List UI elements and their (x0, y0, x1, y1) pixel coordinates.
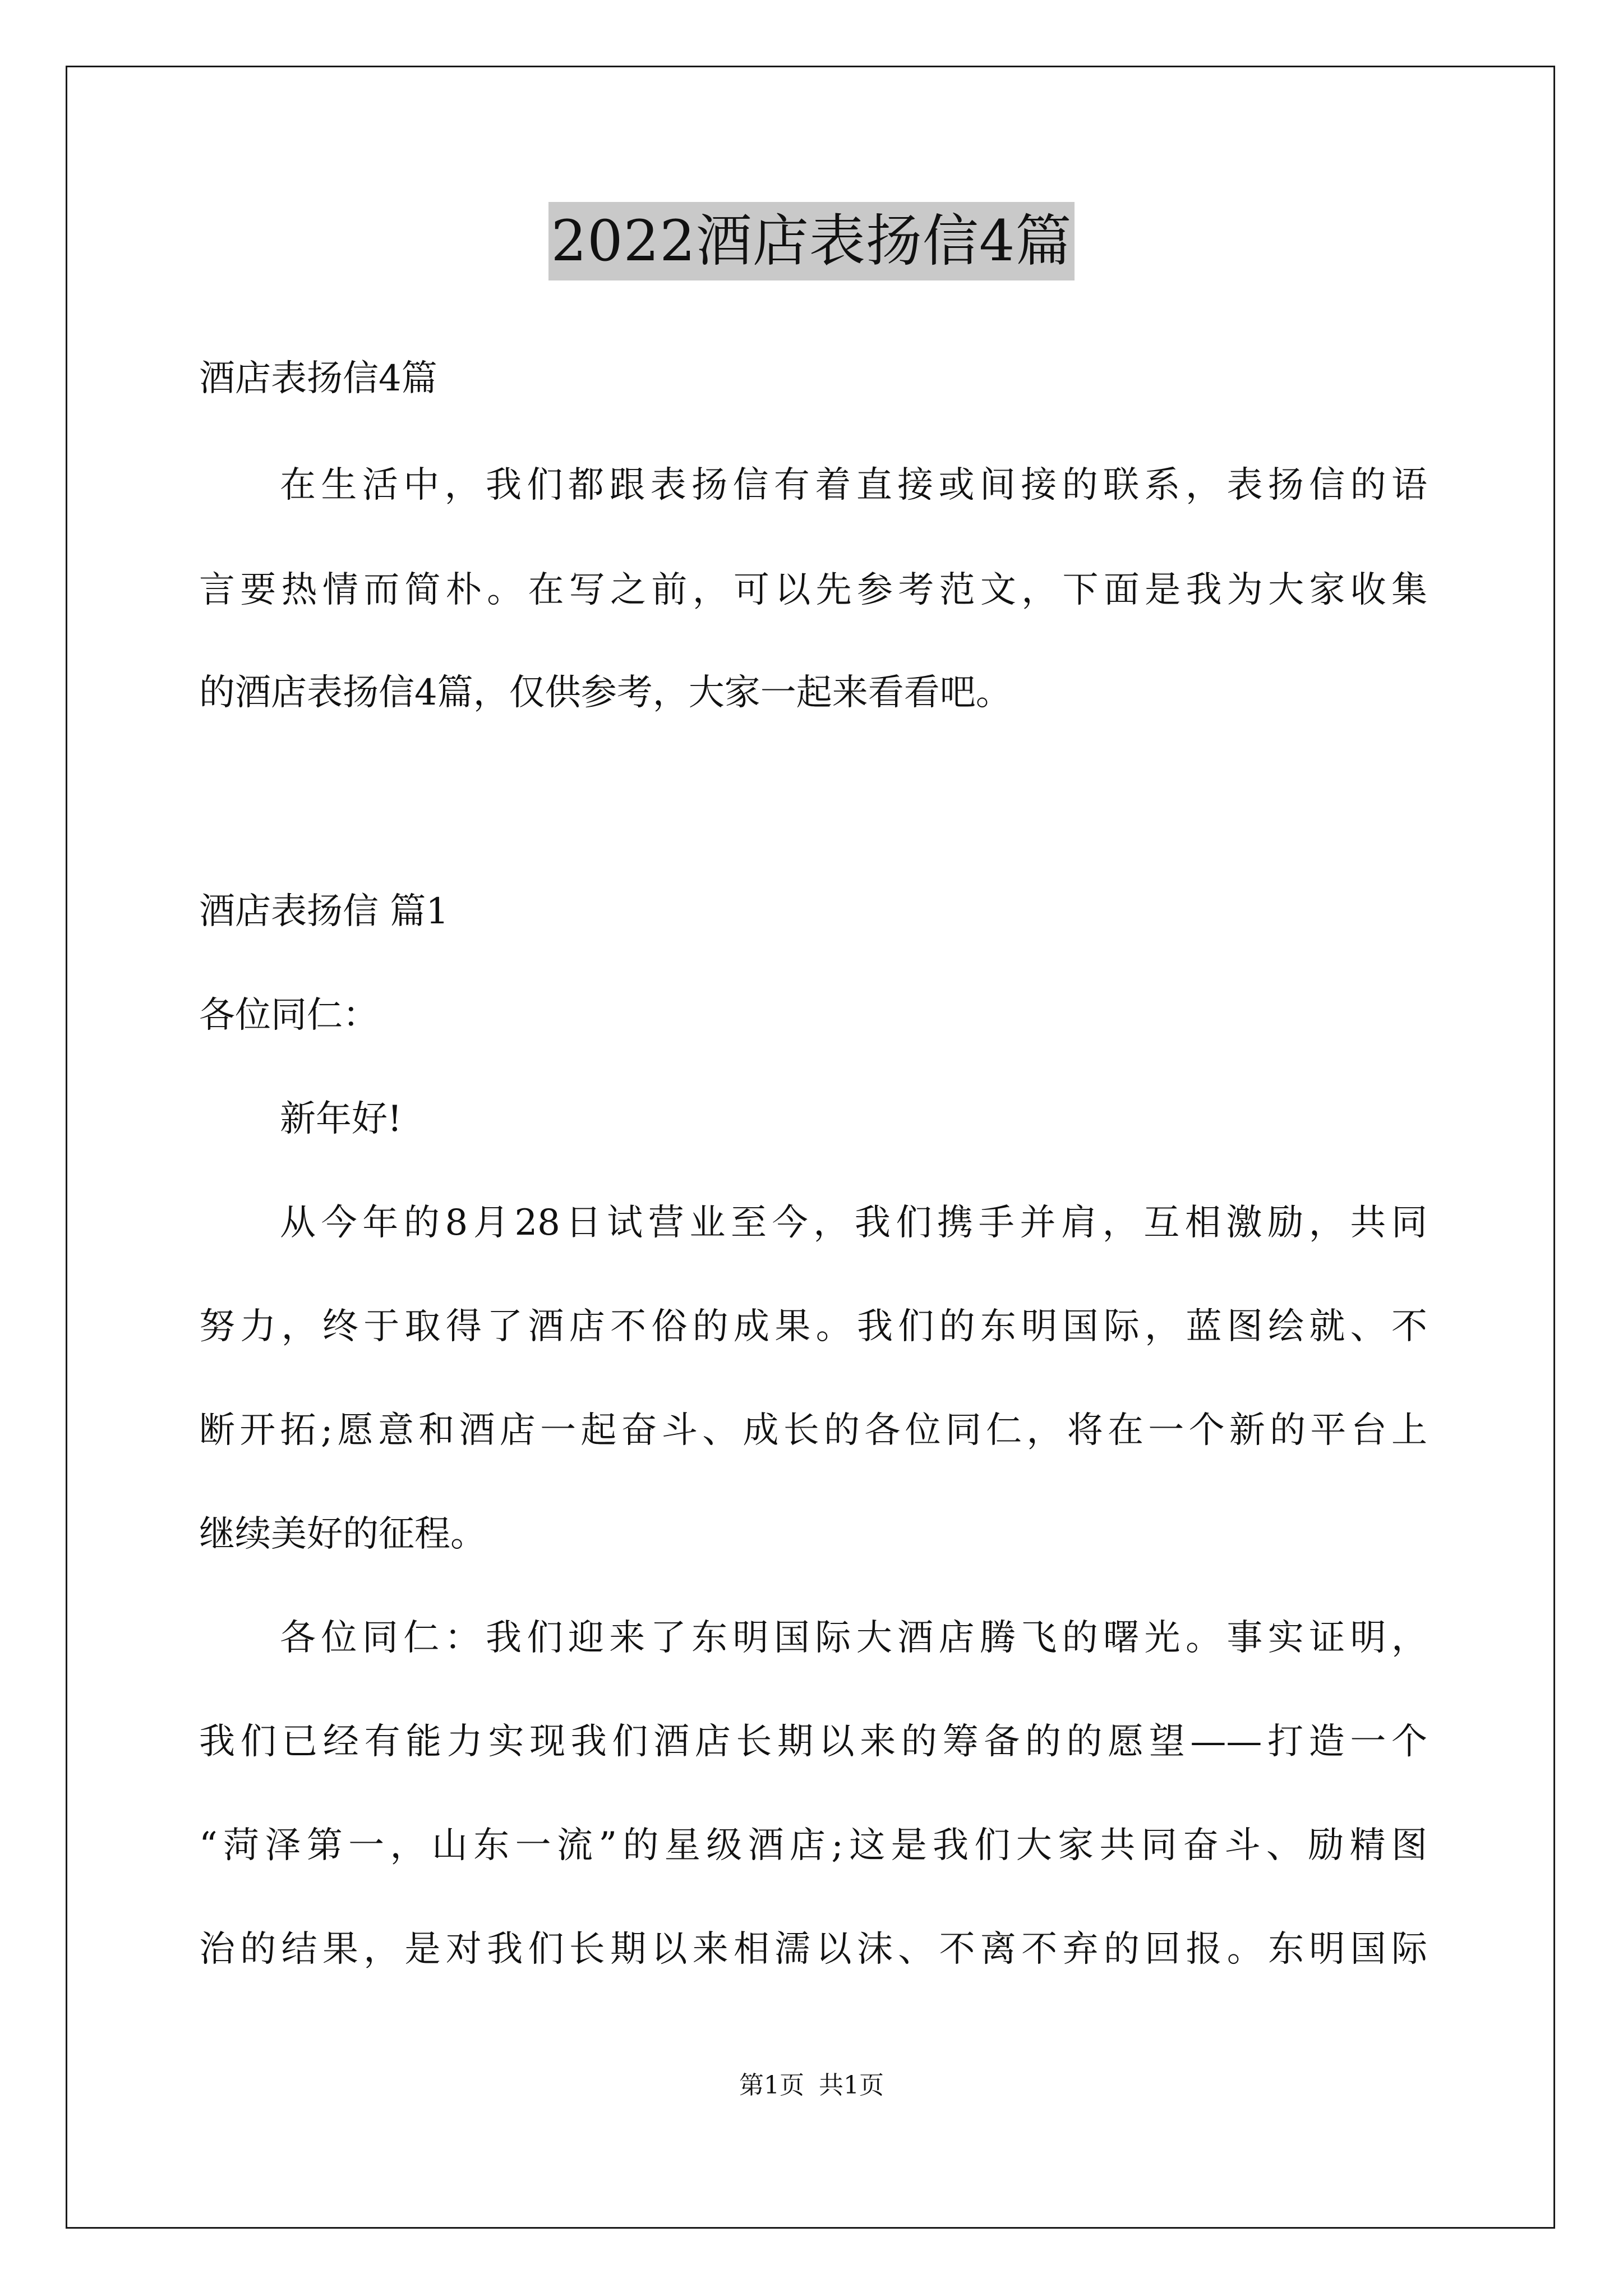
para2-line-1: 各位同仁：我们迎来了东明国际大酒店腾飞的曙光。事实证明， (280, 1617, 1427, 1659)
title-container (0, 202, 1623, 280)
section1-salutation: 各位同仁： (199, 995, 379, 1036)
document-title: 2022酒店表扬信4篇 (548, 202, 1074, 280)
para1-line-4: 继续美好的征程。 (199, 1513, 486, 1555)
para1-line-1: 从今年的8月28日试营业至今，我们携手并肩，互相激励，共同 (280, 1202, 1427, 1244)
intro-line-3: 的酒店表扬信4篇，仅供参考，大家一起来看看吧。 (199, 672, 1012, 714)
intro-line-1: 在生活中，我们都跟表扬信有着直接或间接的联系，表扬信的语 (280, 464, 1427, 506)
section1-heading: 酒店表扬信 篇1 (199, 891, 449, 932)
para2-line-4: 治的结果，是对我们长期以来相濡以沫、不离不弃的回报。东明国际 (199, 1929, 1427, 1970)
intro-line-2: 言要热情而简朴。在写之前，可以先参考范文，下面是我为大家收集 (199, 569, 1427, 611)
para2-line-2: 我们已经有能力实现我们酒店长期以来的筹备的的愿望——打造一个 (199, 1721, 1427, 1763)
page-footer (0, 2069, 1623, 2102)
page-number-total: 共1页 (819, 2071, 884, 2100)
document-subtitle: 酒店表扬信4篇 (199, 358, 437, 399)
section1-greeting: 新年好! (280, 1098, 402, 1140)
page-number-current: 第1页 (739, 2071, 804, 2100)
para2-line-3: “菏泽第一，山东一流”的星级酒店;这是我们大家共同奋斗、励精图 (199, 1825, 1427, 1866)
para1-line-3: 断开拓;愿意和酒店一起奋斗、成长的各位同仁，将在一个新的平台上 (199, 1410, 1427, 1451)
para1-line-2: 努力，终于取得了酒店不俗的成果。我们的东明国际，蓝图绘就、不 (199, 1306, 1427, 1347)
